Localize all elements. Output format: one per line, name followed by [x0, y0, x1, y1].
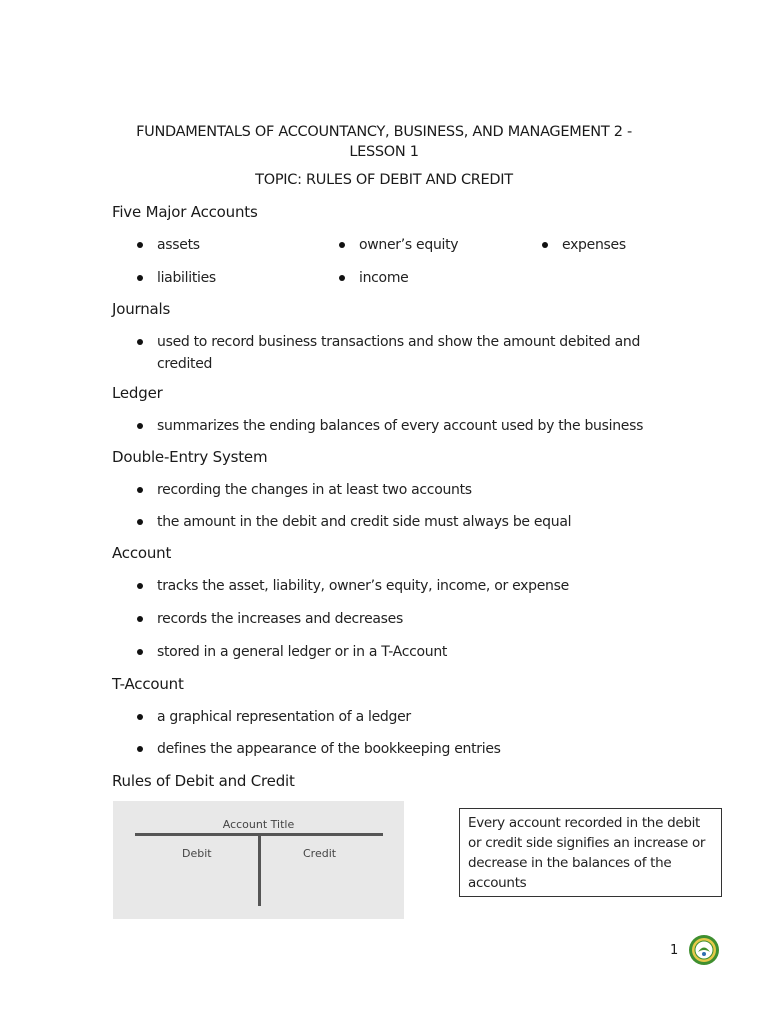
t-account-title: Account Title [222, 818, 295, 831]
heading-ledger: Ledger [112, 384, 163, 402]
page-title [110, 122, 658, 162]
bullet-icon [137, 583, 143, 589]
heading-five-major-accounts: Five Major Accounts [112, 203, 258, 221]
t-account-credit-label: Credit [303, 847, 337, 860]
list-item: income [339, 267, 519, 289]
list-item: stored in a general ledger or in a T-Account [137, 641, 657, 663]
list-item: liabilities [137, 267, 317, 289]
bullet-icon [339, 275, 345, 281]
t-account-vertical-line [258, 834, 261, 906]
list-item: the amount in the debit and credit side must always be equal [137, 511, 657, 533]
bullet-icon [542, 242, 548, 248]
bullet-icon [137, 487, 143, 493]
heading-account: Account [112, 544, 172, 562]
bullet-icon [137, 714, 143, 720]
page-number: 1 [670, 943, 679, 958]
school-seal-icon [688, 934, 720, 966]
list-item: a graphical representation of a ledger [137, 706, 657, 728]
list-item: summarizes the ending balances of every account used by the business [137, 415, 657, 437]
bullet-icon [137, 339, 143, 345]
list-item: used to record business transactions and show the amount debited and credited [137, 331, 647, 375]
bullet-icon [137, 242, 143, 248]
list-item: recording the changes in at least two accounts [137, 479, 657, 501]
t-account-diagram [113, 801, 404, 919]
bullet-icon [137, 616, 143, 622]
rules-note-box: Every account recorded in the debit or credit side signifies an increase or decrease in the balances of the accounts [459, 808, 722, 897]
bullet-icon [137, 746, 143, 752]
heading-double-entry-system: Double-Entry System [112, 448, 268, 466]
list-item: owner’s equity [339, 234, 519, 256]
list-item: defines the appearance of the bookkeeping entries [137, 738, 657, 760]
heading-rules-of-debit-and-credit: Rules of Debit and Credit [112, 772, 295, 790]
title-line-1: FUNDAMENTALS OF ACCOUNTANCY, BUSINESS, AND MANAGEMENT 2 - [136, 124, 632, 140]
list-item: expenses [542, 234, 692, 256]
bullet-icon [339, 242, 345, 248]
topic-title: TOPIC: RULES OF DEBIT AND CREDIT [255, 172, 513, 188]
list-item: tracks the asset, liability, owner’s equity, income, or expense [137, 575, 657, 597]
list-item: records the increases and decreases [137, 608, 657, 630]
bullet-icon [137, 519, 143, 525]
heading-journals: Journals [112, 300, 171, 318]
bullet-icon [137, 649, 143, 655]
bullet-icon [137, 275, 143, 281]
list-item: assets [137, 234, 317, 256]
heading-t-account: T-Account [112, 675, 184, 693]
title-line-2: LESSON 1 [349, 144, 419, 160]
bullet-icon [137, 423, 143, 429]
t-account-debit-label: Debit [182, 847, 212, 860]
